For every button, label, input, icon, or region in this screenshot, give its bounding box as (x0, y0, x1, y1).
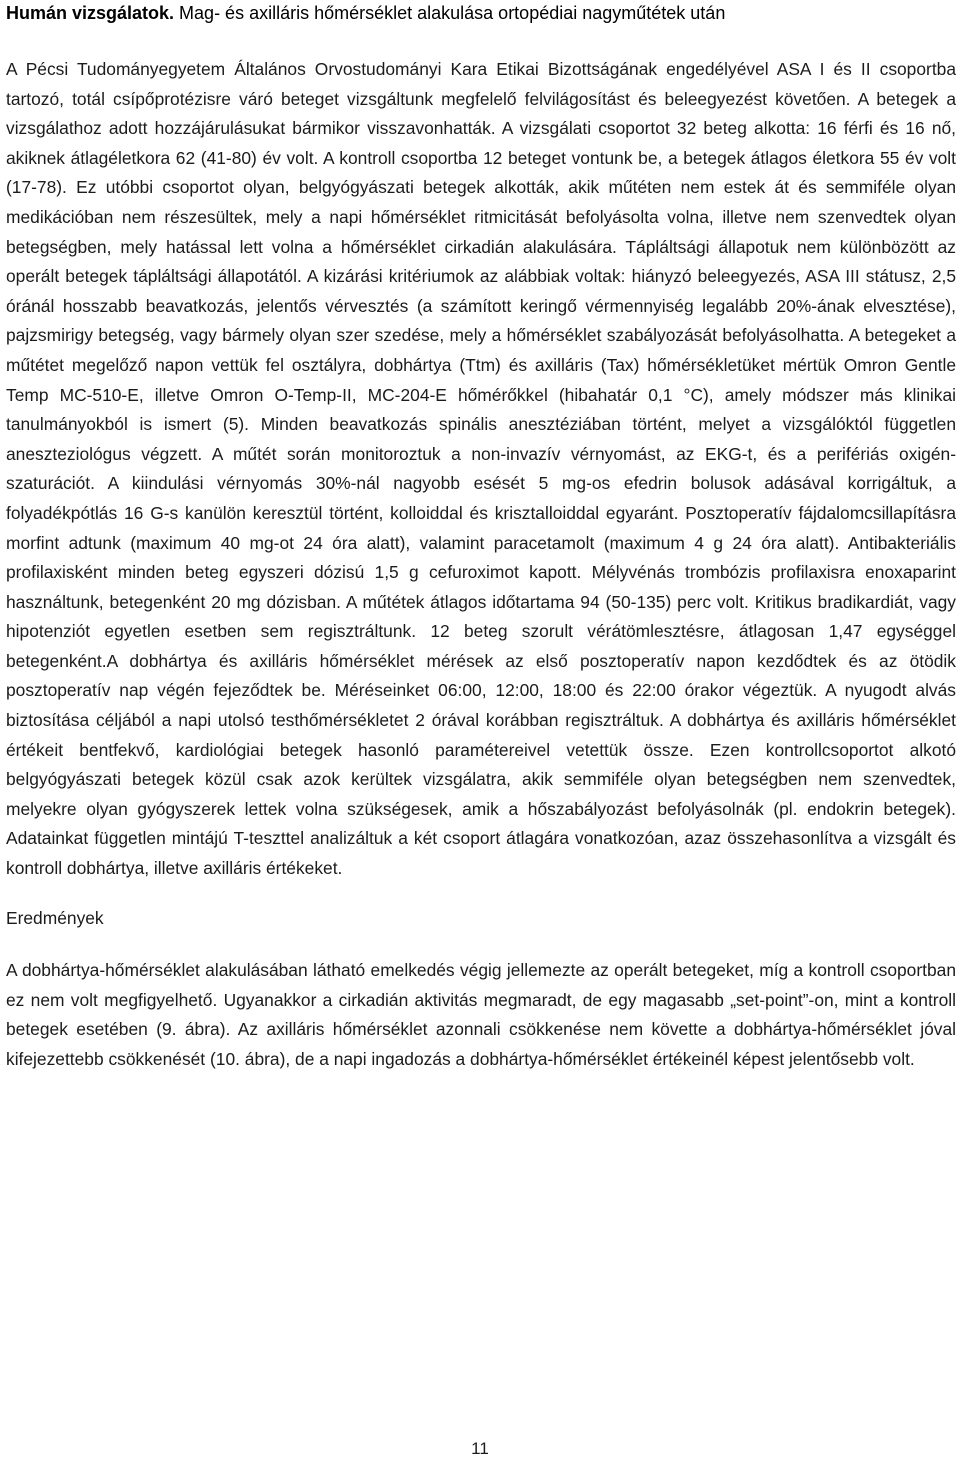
document-page (6, 0, 956, 1075)
heading-bold-part: Humán vizsgálatok. (6, 3, 175, 23)
heading-subtitle: Mag- és axilláris hőmérséklet alakulása ortopédiai nagyműtétek után (174, 3, 726, 23)
methods-paragraph: A Pécsi Tudományegyetem Általános Orvostudományi Kara Etikai Bizottságának engedélyével ASA I és II csoportba tartozó, totál csípőprotézisre váró beteget vizsgáltunk megfelelő felvilágosítást és beleegyezést követően. A betegek a vizsgálathoz adott hozzájárulásukat bármikor visszavonhatták. A vizsgálati csoportot 32 beteg alkotta: 16 férfi és 16 nő, akiknek átlagéletkora 62 (41-80) év volt. A kontroll csoportba 12 beteget vontunk be, a betegek átlagos életkora 55 év volt (17-78). Ez utóbbi csoportot olyan, belgyógyászati betegek alkották, akik műtéten nem estek át és semmiféle olyan medikációban nem részesültek, mely a napi hőmérséklet ritmicitását befolyásolta volna, illetve nem szenvedtek olyan betegségben, mely hatással lett volna a hőmérséklet cirkadián alakulására. Tápláltsági állapotuk nem különbözött az operált betegek tápláltsági állapotától. A kizárási kritériumok az alábbiak voltak: hiányzó beleegyezés, ASA III státusz, 2,5 óránál hosszabb beavatkozás, jelentős vérvesztés (a számított keringő vérmennyiség legalább 20%-ának elvesztése), pajzsmirigy betegség, vagy bármely olyan szer szedése, mely a hőmérséklet szabályozását befolyásolhatta. A betegeket a műtétet megelőző napon vettük fel osztályra, dobhártya (Ttm) és axilláris (Tax) hőmérsékletüket mértük Omron Gentle Temp MC-510-E, illetve Omron O-Temp-II, MC-204-E hőmérőkkel (hibahatár 0,1 °C), amely módszer más klinikai tanulmányokból is ismert (5). Minden beavatkozás spinális anesztéziában történt, melyet a vizsgálóktól független aneszteziológus végzett. A műtét során monitoroztuk a non-invazív vérnyomást, az EKG-t, és a perifériás oxigén-szaturációt. A kiindulási vérnyomás 30%-nál nagyobb esését 5 mg-os efedrin bolusok adásával korrigáltuk, a folyadékpótlás 16 G-s kanülön keresztül történt, kolloiddal és krisztalloiddal egyaránt. Posztoperatív fájdalomcsillapításra morfint adtunk (maximum 40 mg-ot 24 óra alatt), valamint paracetamolt (maximum 4 g 24 óra alatt). Antibakteriális profilaxisként minden beteg egyszeri dózisú 1,5 g cefuroximot kapott. Mélyvénás trombózis profilaxisra enoxaparint használtunk, betegenként 20 mg dózisban. A műtétek átlagos időtartama 94 (50-135) perc volt. Kritikus bradikardiát, vagy hipotenziót egyetlen esetben sem regisztráltunk. 12 beteg szorult vérátömlesztésre, átlagosan 1,47 egységgel betegenként.A dobhártya és axilláris hőmérséklet mérések az első posztoperatív napon kezdődtek és az ötödik posztoperatív nap végén fejeződtek be. Méréseinket 06:00, 12:00, 18:00 és 22:00 órakor végeztük. A nyugodt alvás biztosítása céljából a napi utolsó testhőmérsékletet 2 órával korábban regisztráltuk. A dobhártya és axilláris hőmérséklet értékeit bentfekvő, kardiológiai betegek hasonló paramétereivel vetettük össze. Ezen kontrollcsoportot alkotó belgyógyászati betegek közül csak azok kerültek vizsgálatra, akik semmiféle olyan betegségben nem szenvedtek, melyekre olyan gyógyszerek lettek volna szükségesek, amik a hőszabályozást befolyásolnák (pl. endokrin betegek). Adatainkat független mintájú T-teszttel analizáltuk a két csoport átlagára vonatkozóan, azaz összehasonlítva a vizsgált és kontroll dobhártya, illetve axilláris értékeket. (6, 59, 956, 879)
section-heading (6, 2, 956, 24)
page-number: 11 (471, 1439, 489, 1458)
results-title: Eredmények (6, 907, 104, 928)
results-paragraph: A dobhártya-hőmérséklet alakulásában látható emelkedés végig jellemezte az operált betegeket, míg a kontroll csoportban ez nem volt megfigyelhető. Ugyanakkor a cirkadián aktivitás megmaradt, de egy magasabb „set-point”-on, mint a kontroll betegek esetében (9. ábra). Az axilláris hőmérséklet azonnali csökkenése nem követte a dobhártya-hőmérséklet jóval kifejezettebb csökkenését (10. ábra), de a napi ingadozás a dobhártya-hőmérséklet értékeinél képest jelentősebb volt. (6, 960, 956, 1069)
